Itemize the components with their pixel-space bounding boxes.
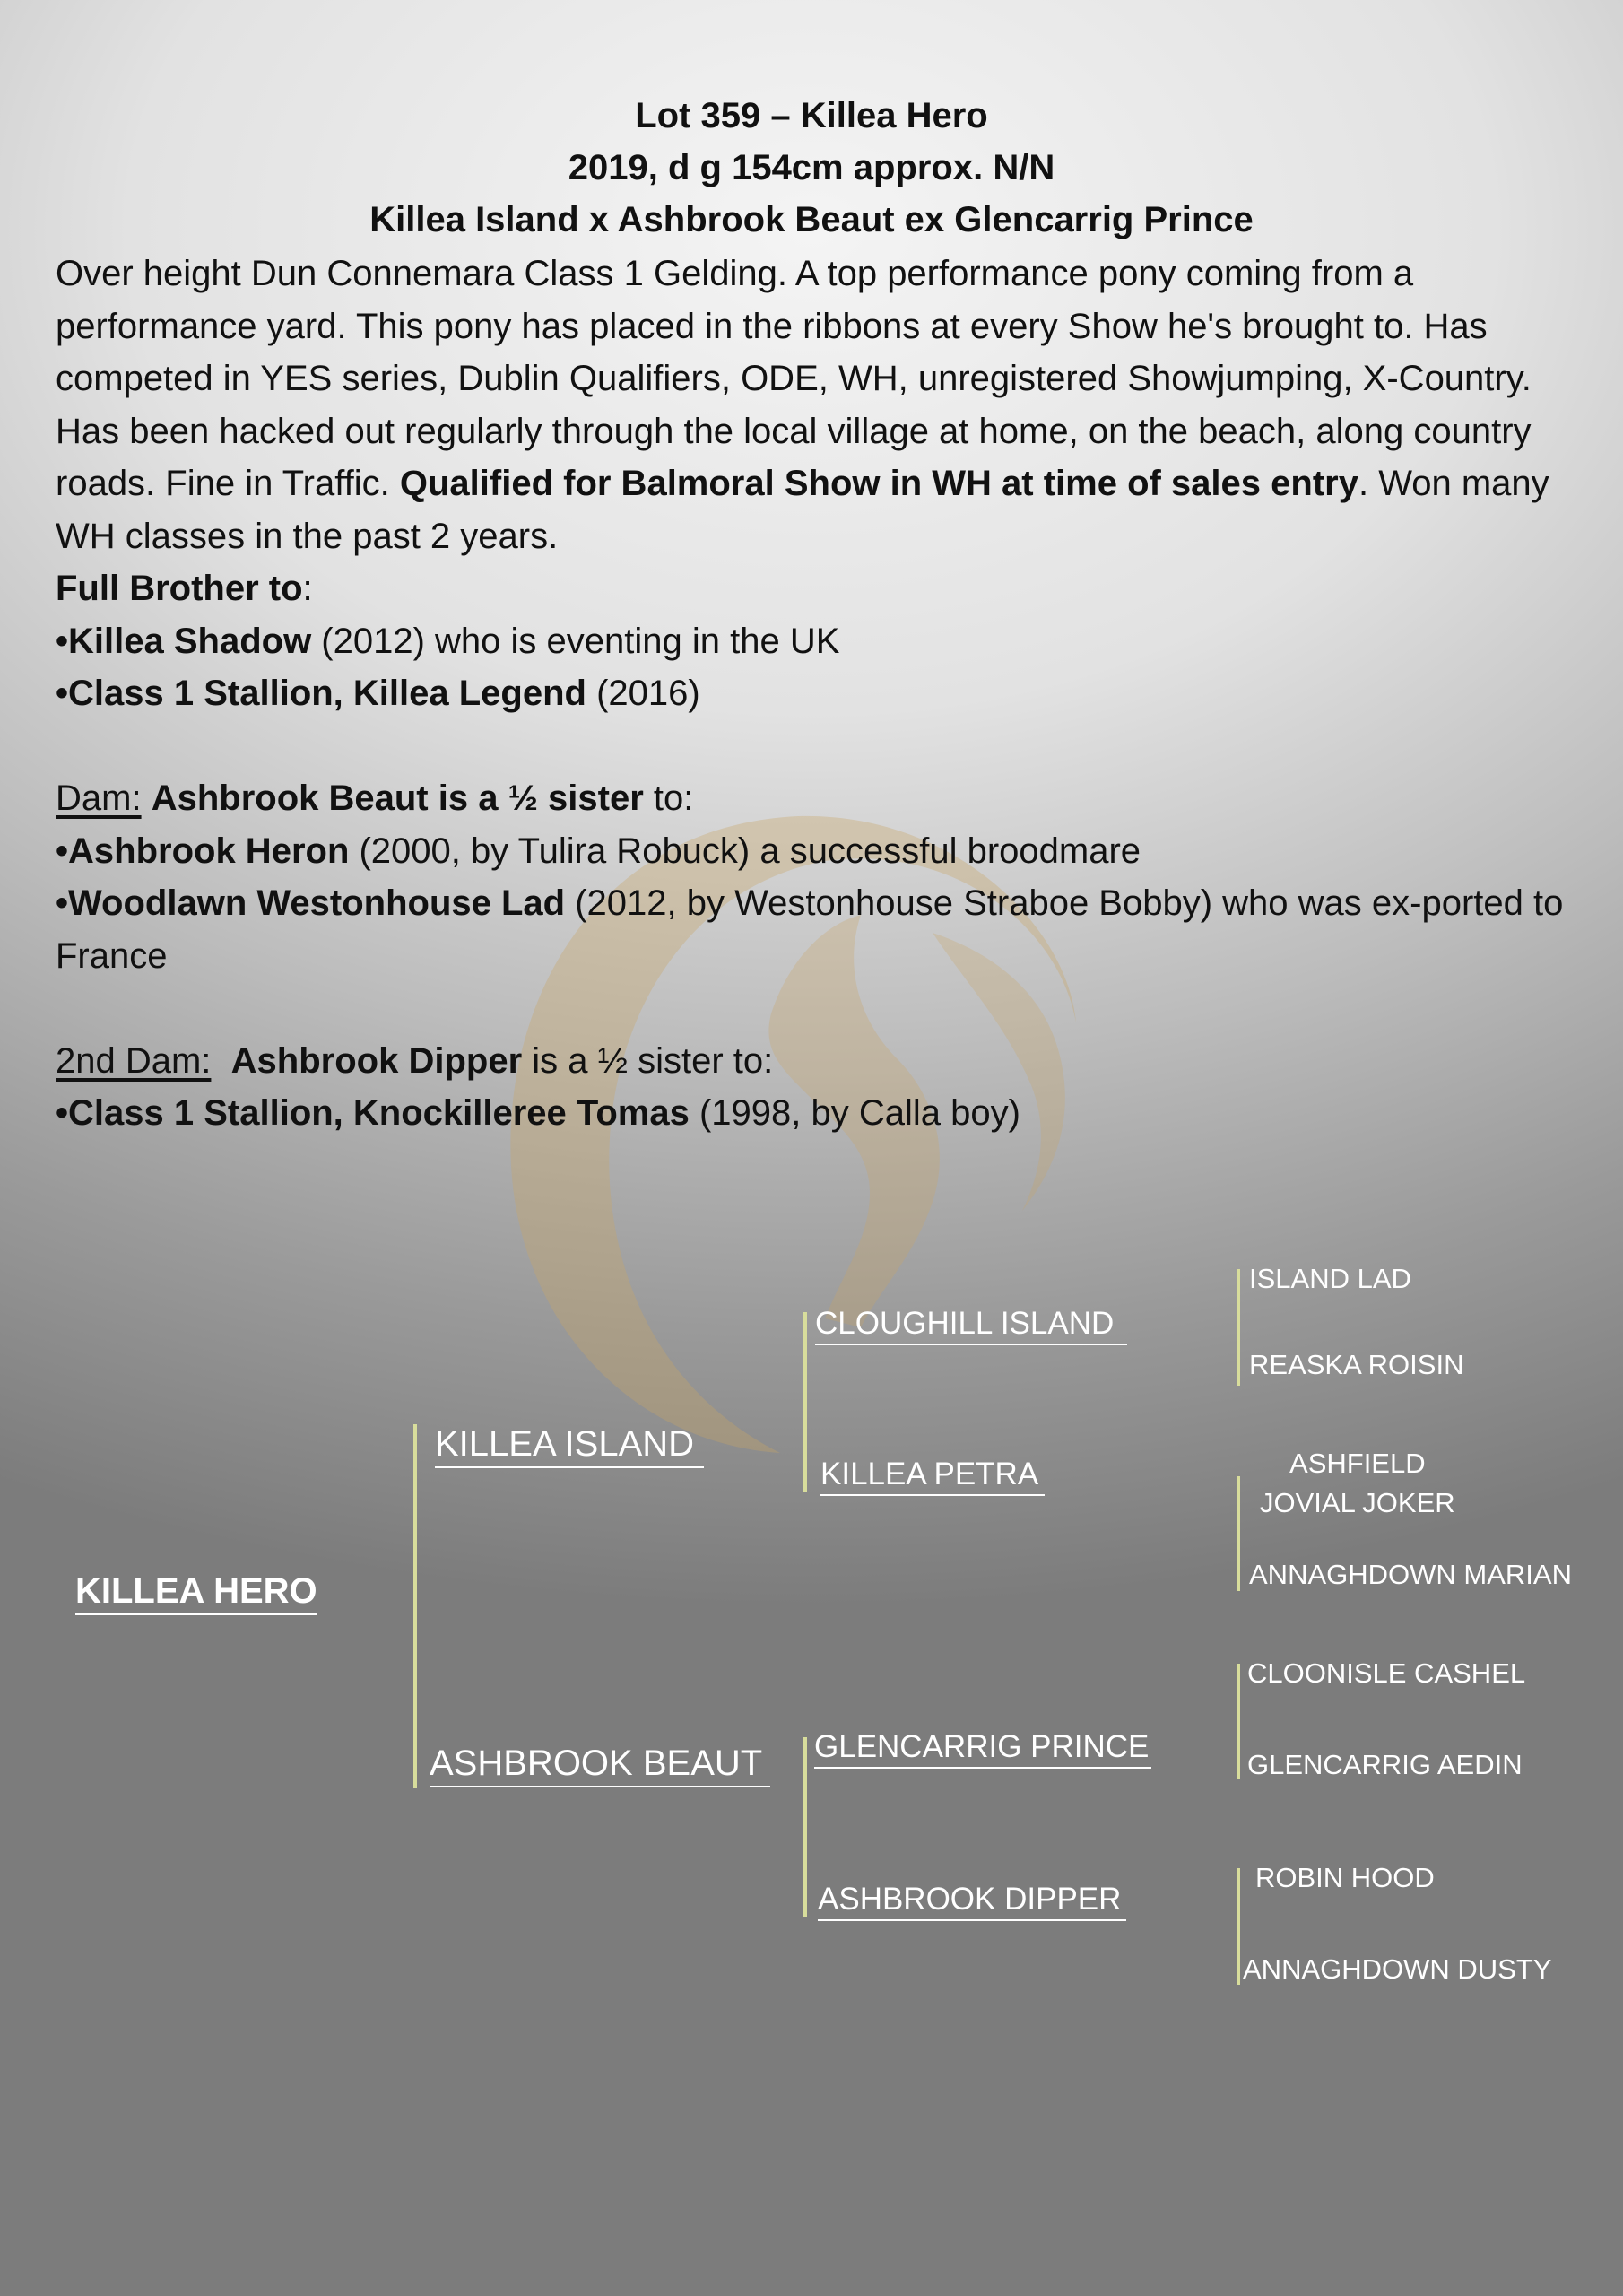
dam-heading: Dam: Ashbrook Beaut is a ½ sister to: [56, 778, 694, 818]
pedigree-sire-dam: KILLEA PETRA [820, 1457, 1045, 1496]
description-paragraph: Over height Dun Connemara Class 1 Gelding. A top performance pony coming from a performance yard. This pony has placed in the ribbons at every Show he's brought to. Has competed in YES series, Dublin Qualifiers, ODE, WH, unregistered Showjumping, X-Country. Has been hacked out regularly through the local village at home, on the beach, along country roads. Fine in Traffic. Qualified for Balmoral Show in WH at time of sales entry. Won many WH classes in the past 2 years. [56, 254, 1549, 556]
bracket-line [1237, 1269, 1240, 1386]
pedigree-ds-sire: CLOONISLE CASHEL [1247, 1657, 1526, 1689]
bracket-line [1237, 1664, 1240, 1779]
pedigree-subject: KILLEA HERO [75, 1571, 317, 1615]
pedigree-sd-dam: ANNAGHDOWN MARIAN [1249, 1559, 1572, 1590]
pedigree-ds-dam: GLENCARRIG AEDIN [1247, 1749, 1523, 1780]
pedigree-sire-sire: CLOUGHILL ISLAND [815, 1306, 1127, 1345]
bracket-line [803, 1312, 807, 1492]
bracket-line [1237, 1868, 1240, 1985]
lot-title: Lot 359 – Killea Hero [635, 96, 988, 135]
list-item: •Class 1 Stallion, Knockilleree Tomas (1998, by Calla boy) [56, 1093, 1020, 1133]
full-brother-heading: Full Brother to: [56, 569, 313, 608]
description-block [56, 248, 1580, 1140]
pedigree-sire: KILLEA ISLAND [435, 1424, 704, 1468]
list-item: •Class 1 Stallion, Killea Legend (2016) [56, 674, 700, 713]
qualification-highlight: Qualified for Balmoral Show in WH at time of sales entry [399, 464, 1358, 503]
second-dam-heading: 2nd Dam: Ashbrook Dipper is a ½ sister to: [56, 1040, 774, 1081]
lot-header [0, 90, 1623, 246]
spacer [56, 982, 1580, 1035]
bracket-line [1237, 1476, 1240, 1591]
pedigree-dd-sire: ROBIN HOOD [1255, 1862, 1435, 1893]
lot-details: 2019, d g 154cm approx. N/N [568, 148, 1055, 187]
pedigree-sd-sire: ASHFIELD JOVIAL JOKER [1260, 1448, 1455, 1518]
list-item: •Ashbrook Heron (2000, by Tulira Robuck) a successful broodmare [56, 831, 1141, 871]
lot-breeding: Killea Island x Ashbrook Beaut ex Glencarrig Prince [369, 200, 1254, 239]
pedigree-ss-sire: ISLAND LAD [1249, 1263, 1411, 1294]
list-item: •Killea Shadow (2012) who is eventing in the UK [56, 621, 840, 661]
list-item: •Woodlawn Westonhouse Lad (2012, by Westonhouse Straboe Bobby) who was ex-ported to France [56, 883, 1564, 976]
bracket-line [803, 1737, 807, 1917]
pedigree-dam-dam: ASHBROOK DIPPER [818, 1882, 1126, 1921]
pedigree-ss-dam: REASKA ROISIN [1249, 1349, 1464, 1380]
pedigree-dam: ASHBROOK BEAUT [430, 1744, 770, 1787]
spacer [56, 720, 1580, 773]
bracket-line [413, 1424, 417, 1788]
pedigree-dam-sire: GLENCARRIG PRINCE [814, 1729, 1151, 1769]
pedigree-dd-dam: ANNAGHDOWN DUSTY [1243, 1953, 1552, 1985]
